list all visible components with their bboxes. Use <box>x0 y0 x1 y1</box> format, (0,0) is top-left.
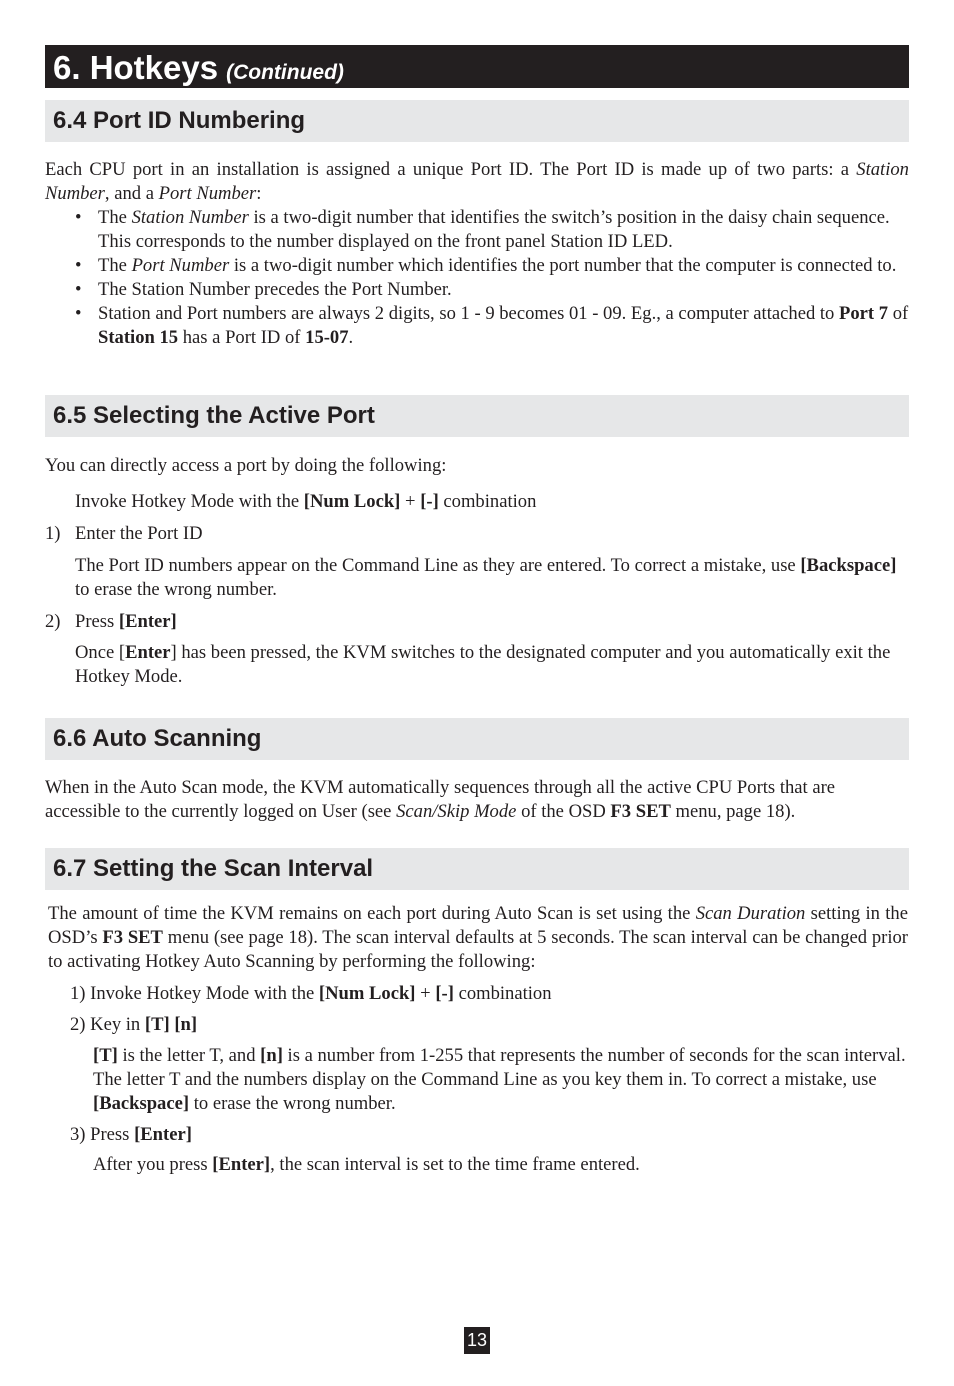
step-press-enter: 2) Press [Enter] <box>45 611 177 632</box>
port-id-intro: Each CPU port in an installation is assigned a unique Port ID. The Port ID is made up of two parts: a Station Number, and a Port Number: <box>45 159 909 204</box>
chapter-continued-label: (Continued) <box>226 61 344 84</box>
chapter-title: 6. Hotkeys <box>53 49 219 86</box>
bullet-station-number: • The Station Number is a two-digit number that identifies the switch’s position in the daisy chain sequence. This corresponds to the number displayed on the front panel Station ID LED. <box>75 207 890 252</box>
scan-step-key-in: 2) Key in [T] [n] <box>70 1014 198 1035</box>
scan-step-press-enter: 3) Press [Enter] <box>70 1124 192 1145</box>
section-heading-6-4: 6.4 Port ID Numbering <box>45 100 909 142</box>
bullet-port-number: • The Port Number is a two-digit number which identifies the port number that the computer is connected to. <box>75 255 897 276</box>
chapter-banner <box>45 45 909 88</box>
step-enter-port-id: 1) Enter the Port ID <box>45 523 203 544</box>
page-number: 13 <box>464 1327 490 1354</box>
section-6-5-body <box>45 454 909 689</box>
section-6-7-body <box>48 902 908 1177</box>
bullet-two-digits: • Station and Port numbers are always 2 digits, so 1 - 9 becomes 01 - 09. Eg., a computer attached to Port 7 of Station 15 has a Port ID of 15-07. <box>75 303 909 348</box>
scan-interval-intro: The amount of time the KVM remains on each port during Auto Scan is set using the Scan Duration setting in the OSD’s F3 SET menu (see page 18). The scan interval defaults at 5 seconds. The scan interval can be changed prior to activating Hotkey Auto Scanning by performing the following: <box>48 903 908 972</box>
section-6-6-body <box>45 776 909 824</box>
bullet-precedes: • The Station Number precedes the Port Number. <box>75 279 452 300</box>
invoke-hotkey-line: Invoke Hotkey Mode with the [Num Lock] + [-] combination <box>75 491 537 512</box>
section-heading-6-5: 6.5 Selecting the Active Port <box>45 395 909 437</box>
scan-key-in-note: [T] is the letter T, and [n] is a number from 1-255 that represents the number of seconds for the scan interval. The letter T and the numbers display on the Command Line as you key them in. To correct a mistake, use [Backspace] to erase the wrong number. <box>93 1045 906 1114</box>
select-port-intro: You can directly access a port by doing the following: <box>45 455 447 476</box>
auto-scan-text: When in the Auto Scan mode, the KVM automatically sequences through all the active CPU Ports that are accessible to the currently logged on User (see Scan/Skip Mode of the OSD F3 SET menu, page 18). <box>45 777 836 822</box>
section-heading-6-6: 6.6 Auto Scanning <box>45 718 909 760</box>
scan-step-invoke: 1) Invoke Hotkey Mode with the [Num Lock] + [-] combination <box>70 983 552 1004</box>
enter-pressed-note: Once [Enter] has been pressed, the KVM switches to the designated computer and you automatically exit the Hotkey Mode. <box>75 642 891 687</box>
port-id-note: The Port ID numbers appear on the Command Line as they are entered. To correct a mistake, use [Backspace] to erase the wrong number. <box>75 555 897 600</box>
section-heading-6-7: 6.7 Setting the Scan Interval <box>45 848 909 890</box>
scan-enter-note: After you press [Enter], the scan interval is set to the time frame entered. <box>93 1154 640 1175</box>
section-6-4-body <box>45 158 909 350</box>
